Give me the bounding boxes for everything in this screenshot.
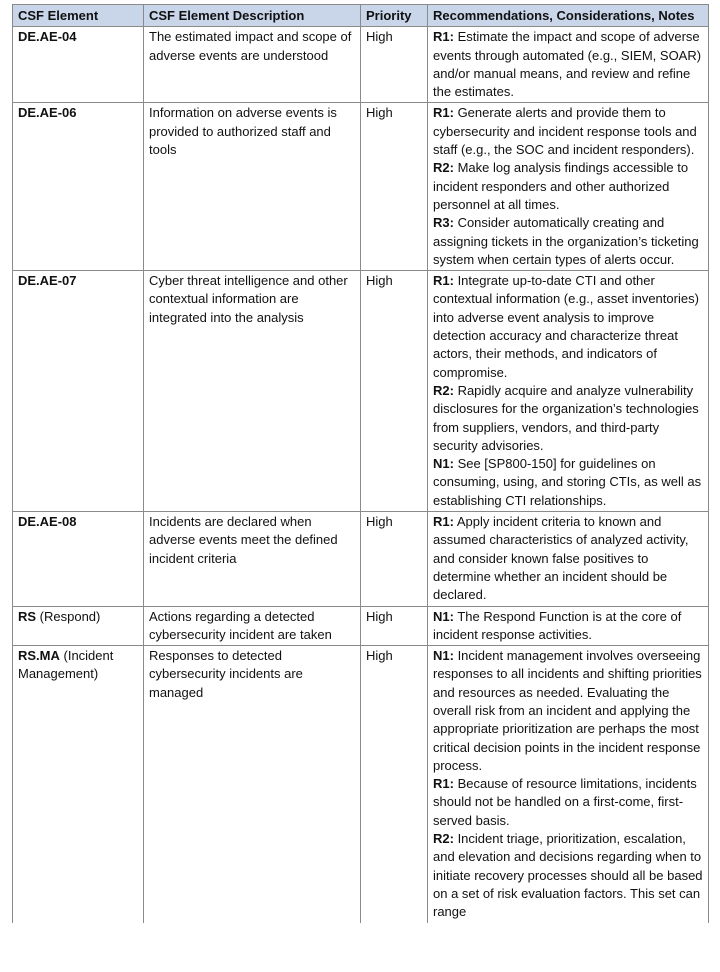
recommendation-tag: N1: [433,648,454,664]
recommendation-tag: R2: [433,160,454,176]
csf-element-id: RS [18,608,37,624]
recommendation-tag: R1: [433,776,454,792]
csf-element-description: Cyber threat intelligence and other contextual information are integrated into the analysis [144,271,361,512]
recommendations-cell [428,646,709,923]
table-body [13,27,709,923]
recommendation-item [433,775,703,830]
recommendation-text: Because of resource limitations, incidents should not be handled on a first-come, first-served basis. [433,776,697,828]
priority-cell: High [361,271,428,512]
recommendation-item [433,513,703,604]
header-row [13,5,709,27]
recommendation-item [433,382,703,455]
priority-cell: High [361,512,428,606]
recommendation-text: Integrate up-to-date CTI and other contextual information (e.g., asset inventories) into adverse event analysis to improve detection accuracy and characterize threat actors, their methods, and indicators of compromise. [433,273,699,380]
recommendation-item [433,104,703,159]
csf-element-description: Actions regarding a detected cybersecurity incident are taken [144,606,361,646]
csf-element-description: Responses to detected cybersecurity incidents are managed [144,646,361,923]
recommendation-text: Incident triage, prioritization, escalation, and elevation and decisions regarding when to initiate recovery processes should all be based on a set of risk evaluation factors. This set can range [433,831,703,920]
csf-element-cell [13,512,144,606]
recommendation-item [433,159,703,214]
table-row [13,606,709,646]
recommendation-text: Make log analysis findings accessible to incident responders and other authorized personnel at all times. [433,160,689,212]
recommendation-tag: R3: [433,215,454,231]
csf-element-id: RS.MA [18,648,60,664]
recommendation-text: Rapidly acquire and analyze vulnerability disclosures for the organization’s technologies from suppliers, vendors, and third-party security advisories. [433,382,699,453]
recommendation-text: Incident management involves overseeing responses to all incidents and shifting priorities and resources as needed. Evaluating the overall risk from an incident and applying the appropriate prioritization are perhaps the most critical decision points in the incident response process. [433,648,702,773]
recommendation-text: See [SP800-150] for guidelines on consuming, using, and storing CTIs, as well as establishing CTI relationships. [433,456,702,508]
recommendation-tag: N1: [433,456,454,472]
csf-element-id: DE.AE-04 [18,29,77,45]
priority-cell: High [361,27,428,103]
table-row [13,646,709,923]
recommendations-cell [428,512,709,606]
csf-element-name: (Incident Management) [18,648,114,682]
header-csf-element: CSF Element [13,5,144,27]
csf-element-cell [13,103,144,271]
csf-element-id: DE.AE-08 [18,514,77,530]
header-description: CSF Element Description [144,5,361,27]
csf-element-description: Incidents are declared when adverse events meet the defined incident criteria [144,512,361,606]
recommendation-text: The Respond Function is at the core of incident response activities. [433,608,682,642]
recommendation-tag: R1: [433,273,454,289]
priority-cell: High [361,103,428,271]
header-recommendations: Recommendations, Considerations, Notes [428,5,709,27]
recommendation-item [433,608,703,645]
recommendations-cell [428,271,709,512]
recommendation-text: Apply incident criteria to known and assumed characteristics of analyzed activity, and consider known false positives to determine whether an incident should be declared. [433,514,689,603]
table-row [13,512,709,606]
table-row [13,103,709,271]
recommendation-tag: R1: [433,105,454,121]
csf-element-cell [13,271,144,512]
header-priority: Priority [361,5,428,27]
recommendations-cell [428,27,709,103]
table-row [13,271,709,512]
csf-element-id: DE.AE-06 [18,105,77,121]
priority-cell: High [361,606,428,646]
table-header [13,5,709,27]
csf-element-id: DE.AE-07 [18,273,77,289]
recommendation-item [433,214,703,269]
csf-element-cell [13,646,144,923]
priority-cell: High [361,646,428,923]
recommendation-item [433,647,703,775]
csf-element-description: Information on adverse events is provided to authorized staff and tools [144,103,361,271]
csf-table [12,4,709,923]
csf-element-name: (Respond) [36,608,101,624]
recommendations-cell [428,103,709,271]
recommendation-item [433,830,703,921]
recommendation-item [433,455,703,510]
recommendation-tag: R1: [433,29,454,45]
recommendation-tag: R1: [433,514,454,530]
table-row [13,27,709,103]
recommendation-text: Consider automatically creating and assigning tickets in the organization’s ticketing system when certain types of alerts occur. [433,215,699,267]
recommendations-cell [428,606,709,646]
csf-element-cell [13,27,144,103]
csf-element-cell [13,606,144,646]
csf-element-description: The estimated impact and scope of adverse events are understood [144,27,361,103]
recommendation-tag: R2: [433,831,454,847]
recommendation-text: Estimate the impact and scope of adverse events through automated (e.g., SIEM, SOAR) and/or manual means, and review and refine the estimates. [433,29,702,100]
recommendation-item [433,272,703,382]
recommendation-text: Generate alerts and provide them to cybersecurity and incident response tools and staff (e.g., the SOC and incident responders). [433,105,697,158]
recommendation-tag: R2: [433,382,454,398]
recommendation-tag: N1: [433,608,454,624]
recommendation-item [433,28,703,101]
